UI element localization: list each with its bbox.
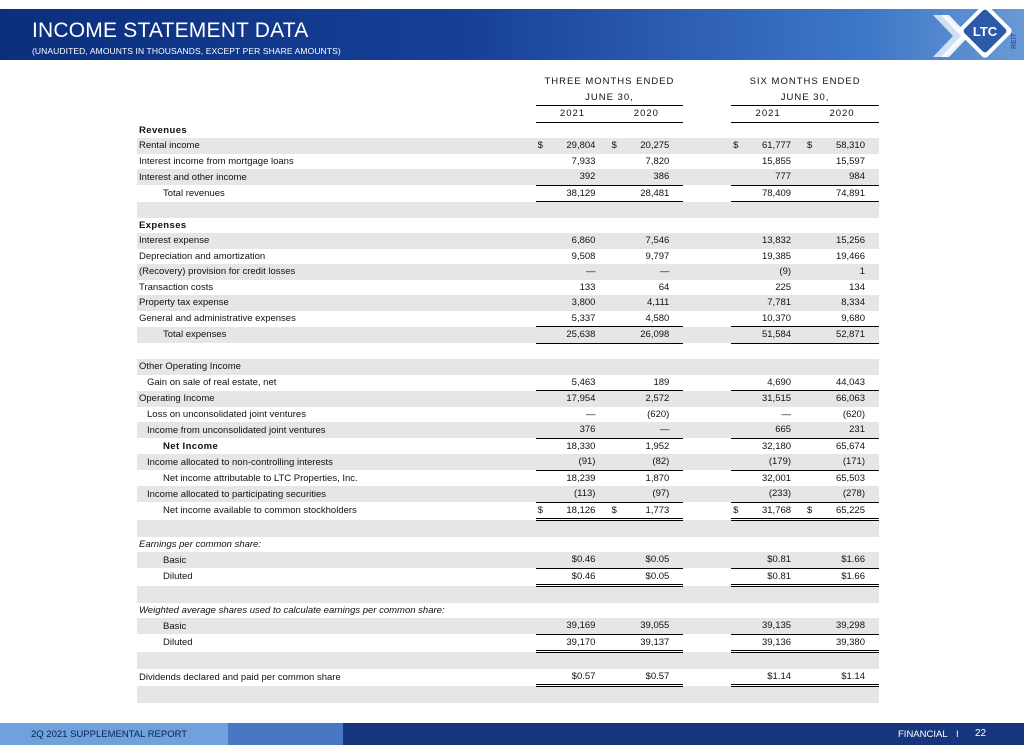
row-label: Interest income from mortgage loans: [139, 155, 294, 167]
cell-value: 2,572: [609, 391, 683, 407]
cell-value: (179): [731, 454, 805, 470]
cell-value: (9): [731, 264, 805, 280]
page-footer: [0, 723, 1024, 745]
cell-value: 133: [579, 281, 596, 293]
section-label: Earnings per common share:: [139, 538, 261, 550]
page-title: INCOME STATEMENT DATA: [32, 19, 309, 42]
table-row: [137, 327, 879, 344]
row-label: Loss on unconsolidated joint ventures: [147, 408, 306, 420]
row-label: Income allocated to non-controlling interests: [137, 454, 536, 470]
cell-value: 18,126: [566, 504, 596, 516]
table-row: [137, 486, 879, 502]
cell-value: 18,239: [566, 472, 596, 484]
table-row: [137, 391, 879, 407]
cell-value: 31,768: [761, 504, 792, 516]
table-row: [137, 264, 879, 280]
table-row: [137, 185, 879, 202]
cell-value: (91): [536, 454, 610, 470]
cell-value: 52,871: [805, 327, 879, 344]
cell-value: 7,820: [645, 155, 670, 167]
table-row: [137, 169, 879, 185]
cell-value: 58,310: [835, 140, 865, 152]
cell-value: 1,952: [645, 440, 670, 452]
ltc-reit-logo: [925, 5, 1024, 67]
cell-value: 1: [805, 264, 879, 280]
svg-text:REIT: REIT: [1011, 33, 1018, 49]
header-row-sub: [137, 90, 879, 106]
row-label: Property tax expense: [137, 295, 536, 311]
section-row: [137, 359, 879, 375]
three-months-subheader: JUNE 30,: [585, 91, 634, 103]
cell-value: (82): [609, 454, 683, 470]
six-months-subheader: JUNE 30,: [780, 91, 830, 103]
row-label: Net Income: [163, 440, 219, 452]
cell-value: 376: [536, 422, 610, 438]
cell-value: 29,804: [566, 140, 596, 152]
cell-value: 5,463: [536, 375, 610, 391]
cell-value: 18,330: [566, 440, 596, 452]
cell-value: 6,860: [536, 233, 610, 249]
cell-value: 386: [609, 169, 683, 185]
spacer-row: [137, 202, 879, 218]
table-row: [137, 568, 879, 586]
cell-value: $0.05: [609, 568, 683, 586]
cell-value: (233): [731, 486, 805, 502]
cell-value: (278): [805, 486, 879, 502]
row-label: (Recovery) provision for credit losses: [137, 264, 536, 280]
cell-value: 134: [849, 281, 865, 293]
table-row: [137, 295, 879, 311]
cell-value: 28,481: [609, 185, 683, 202]
cell-value: 7,933: [571, 155, 596, 167]
cell-value: 7,546: [609, 233, 683, 249]
table-row: [137, 454, 879, 470]
year-row: [137, 106, 879, 123]
cell-value: (171): [805, 454, 879, 470]
table-row: [137, 669, 879, 686]
cell-value: 20,275: [640, 140, 670, 152]
row-label: Total revenues: [163, 187, 225, 199]
section-row: [137, 603, 879, 619]
row-label: Diluted: [163, 637, 193, 649]
cell-value: 65,674: [835, 440, 865, 452]
cell-value: 65,225: [835, 504, 865, 516]
row-label: Dividends declared and paid per common share: [139, 671, 341, 683]
cell-value: $0.81: [731, 568, 805, 586]
cell-value: 74,891: [805, 185, 879, 202]
cell-value: 15,597: [835, 155, 865, 167]
row-label: Transaction costs: [139, 281, 214, 293]
income-statement-table: [137, 74, 879, 703]
table-row: Net income available to common stockholders $ 18,126 $ 1,773 $ 31,768 $ 65,225: [137, 502, 879, 520]
cell-value: 38,129: [536, 185, 610, 202]
three-months-header: THREE MONTHS ENDED: [544, 76, 675, 88]
cell-value: 44,043: [805, 375, 879, 391]
cell-value: 392: [536, 169, 610, 185]
year-header: 2021: [731, 106, 805, 123]
row-label: Total expenses: [137, 327, 536, 344]
page-header: [0, 9, 1024, 60]
row-label: Net income available to common stockholders: [163, 505, 357, 517]
cell-value: —: [536, 264, 610, 280]
cell-value: (113): [536, 486, 610, 502]
row-label: Basic: [137, 618, 536, 634]
row-label: Interest and other income: [137, 169, 536, 185]
table-row: [137, 470, 879, 486]
header-row-group: [137, 74, 879, 90]
cell-value: 10,370: [731, 311, 805, 327]
cell-value: $0.46: [536, 552, 610, 568]
cell-value: 9,508: [571, 250, 596, 262]
cell-value: 32,180: [761, 440, 792, 452]
spacer-row: [137, 343, 879, 359]
cell-value: $1.14: [731, 669, 805, 686]
cell-value: 39,136: [731, 634, 805, 652]
spacer-row: [137, 520, 879, 537]
table-row: [137, 422, 879, 438]
table-row: [137, 249, 879, 265]
page-number: 22: [975, 728, 987, 739]
cell-value: 15,855: [761, 155, 792, 167]
cell-value: (620): [647, 408, 670, 420]
section-label: Other Operating Income: [137, 359, 536, 375]
row-label: Rental income: [137, 138, 536, 154]
spacer-row: [137, 586, 879, 603]
row-label: Income allocated to participating securities: [137, 486, 536, 502]
table-row: [137, 438, 879, 454]
row-label: Operating Income: [137, 391, 536, 407]
table-row: [137, 280, 879, 296]
table-row: [137, 407, 879, 423]
section-label: Expenses: [139, 219, 187, 231]
svg-text:LTC: LTC: [972, 24, 998, 39]
cell-value: 26,098: [609, 327, 683, 344]
cell-value: 231: [805, 422, 879, 438]
cell-value: 4,111: [609, 295, 683, 311]
cell-value: 3,800: [536, 295, 610, 311]
cell-value: 39,055: [609, 618, 683, 634]
year-header: 2021: [536, 106, 610, 123]
cell-value: 39,170: [536, 634, 610, 652]
cell-value: 984: [805, 169, 879, 185]
section-label: Weighted average shares used to calculate earnings per common share:: [139, 604, 445, 616]
cell-value: $0.46: [536, 568, 610, 586]
cell-value: $1.66: [805, 568, 879, 586]
year-header: 2020: [805, 106, 879, 123]
six-months-header: SIX MONTHS ENDED: [749, 76, 861, 88]
footer-separator: I: [956, 729, 959, 740]
section-row: [137, 537, 879, 553]
row-label: Depreciation and amortization: [139, 250, 266, 262]
cell-value: 61,777: [761, 140, 792, 152]
cell-value: 25,638: [536, 327, 610, 344]
table-row: Rental income $ 29,804 $ 20,275 $ 61,777 $ 58,310: [137, 138, 879, 154]
cell-value: 39,298: [805, 618, 879, 634]
row-label: Net income attributable to LTC Properties, Inc.: [163, 472, 358, 484]
footer-report-name: 2Q 2021 SUPPLEMENTAL REPORT: [31, 729, 188, 740]
cell-value: 225: [775, 281, 792, 293]
row-label: Diluted: [163, 571, 193, 583]
section-label: Revenues: [139, 124, 188, 136]
section-row: [137, 218, 879, 234]
table-row: [137, 618, 879, 634]
cell-value: 7,781: [731, 295, 805, 311]
cell-value: 777: [731, 169, 805, 185]
cell-value: 9,680: [805, 311, 879, 327]
cell-value: 17,954: [536, 391, 610, 407]
cell-value: 189: [609, 375, 683, 391]
table-row: [137, 634, 879, 652]
cell-value: 66,063: [805, 391, 879, 407]
footer-section: FINANCIAL: [898, 729, 948, 740]
cell-value: 13,832: [731, 233, 805, 249]
cell-value: 9,797: [645, 250, 670, 262]
cell-value: 1,773: [645, 504, 670, 516]
cell-value: 4,690: [731, 375, 805, 391]
cell-value: 665: [731, 422, 805, 438]
cell-value: (620): [842, 408, 865, 420]
table-row: [137, 311, 879, 327]
cell-value: 39,169: [536, 618, 610, 634]
cell-value: 19,385: [761, 250, 792, 262]
section-row: [137, 122, 879, 138]
cell-value: (97): [609, 486, 683, 502]
table-row: [137, 233, 879, 249]
cell-value: 51,584: [731, 327, 805, 344]
cell-value: 64: [658, 281, 670, 293]
cell-value: $1.14: [805, 669, 879, 686]
cell-value: —: [781, 408, 792, 420]
cell-value: 15,256: [805, 233, 879, 249]
spacer-row: [137, 686, 879, 703]
cell-value: 65,503: [835, 472, 865, 484]
cell-value: —: [609, 264, 683, 280]
cell-value: 39,135: [731, 618, 805, 634]
year-header: 2020: [609, 106, 683, 123]
cell-value: $0.81: [731, 552, 805, 568]
row-label: Income from unconsolidated joint ventures: [137, 422, 536, 438]
row-label: Interest expense: [137, 233, 536, 249]
cell-value: 1,870: [645, 472, 670, 484]
cell-value: $1.66: [805, 552, 879, 568]
page-subtitle: (UNAUDITED, AMOUNTS IN THOUSANDS, EXCEPT PER SHARE AMOUNTS): [32, 46, 341, 56]
cell-value: 78,409: [731, 185, 805, 202]
row-label: Basic: [137, 552, 536, 568]
row-label: Gain on sale of real estate, net: [147, 377, 277, 388]
cell-value: $0.57: [609, 669, 683, 686]
cell-value: 32,001: [761, 472, 792, 484]
cell-value: —: [609, 422, 683, 438]
cell-value: 39,137: [609, 634, 683, 652]
cell-value: 31,515: [731, 391, 805, 407]
cell-value: $0.05: [609, 552, 683, 568]
spacer-row: [137, 652, 879, 669]
cell-value: 4,580: [609, 311, 683, 327]
cell-value: 8,334: [805, 295, 879, 311]
cell-value: $0.57: [536, 669, 610, 686]
table-row: [137, 375, 879, 391]
cell-value: 5,337: [536, 311, 610, 327]
table-row: [137, 154, 879, 170]
cell-value: —: [585, 408, 596, 420]
cell-value: 39,380: [805, 634, 879, 652]
table-row: [137, 552, 879, 568]
row-label: General and administrative expenses: [139, 313, 296, 324]
cell-value: 19,466: [835, 250, 865, 262]
